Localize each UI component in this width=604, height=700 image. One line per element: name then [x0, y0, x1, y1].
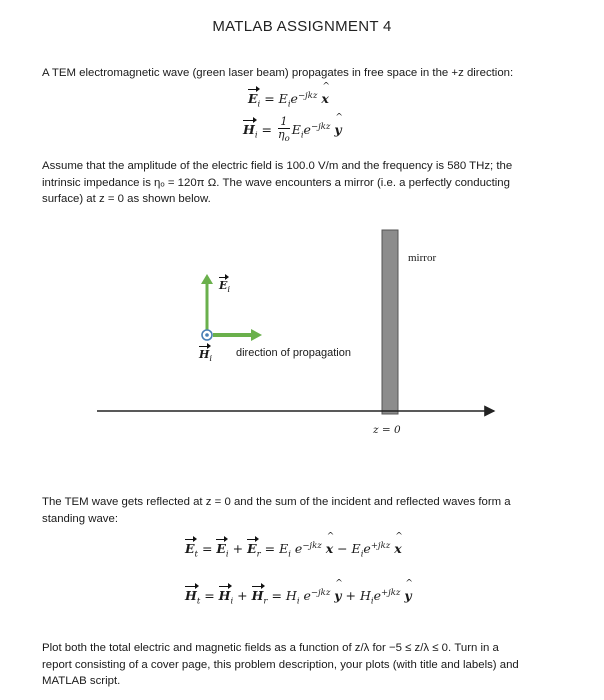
mirror — [382, 230, 398, 414]
standing-wave-line-1: The TEM wave gets reflected at z = 0 and the sum of the incident and reflected waves form a — [42, 496, 511, 508]
incident-e-equation: $E_i = E_ie^{-jkz}$ ^ x — [248, 91, 329, 110]
h-field-label: $H_i$ — [199, 348, 213, 365]
total-h-equation: $H_t = H_i + H_r = H_i$ $e^{-jkz}$ ^ $y + H_ie^{+jkz}$ ^ y — [185, 588, 412, 607]
h-field-dot — [205, 333, 209, 337]
standing-wave-paragraph — [42, 494, 562, 527]
standing-wave-line-2: standing wave: — [42, 512, 118, 525]
propagation-label: direction of propagation — [236, 347, 351, 359]
assumptions-line-3: surface) at z = 0 as shown below. — [42, 193, 211, 205]
instructions-line-1: Plot both the total electric and magnetic fields as a function of z/λ for −5 ≤ z/λ ≤ 0. Turn in a — [42, 642, 499, 654]
e-field-label: $E_i$ — [219, 279, 231, 296]
mirror-label: mirror — [408, 252, 437, 264]
propagation-arrowhead — [251, 329, 262, 341]
z-zero-label: z = 0 — [373, 424, 401, 436]
e-field-arrowhead — [201, 274, 213, 284]
instructions-line-2: report consisting of a cover page, this problem description, your plots (with title and labels) and — [42, 658, 519, 671]
incident-h-equation: $H_i$ = $\frac{1}{\eta_o}$ $E_ie^{-jkz}$ ^ y — [243, 116, 342, 145]
assumptions-line-1: Assume that the amplitude of the electric field is 100.0 V/m and the frequency is 580 THz; the — [42, 160, 513, 172]
instructions-line-3: MATLAB script. — [42, 675, 121, 687]
assumptions-line-2: intrinsic impedance is ηₒ = 120π Ω. The wave encounters a mirror (i.e. a perfectly conducting — [42, 176, 510, 189]
page-title: MATLAB ASSIGNMENT 4 — [212, 18, 392, 35]
instructions-paragraph — [42, 640, 562, 690]
intro-text: A TEM electromagnetic wave (green laser beam) propagates in free space in the +z direction: — [42, 67, 514, 79]
total-e-equation: $E_t = E_i + E_r = E_i$ $e^{-jkz}$ ^ $x - E_ie^{+jkz}$ ^ x — [185, 541, 402, 560]
